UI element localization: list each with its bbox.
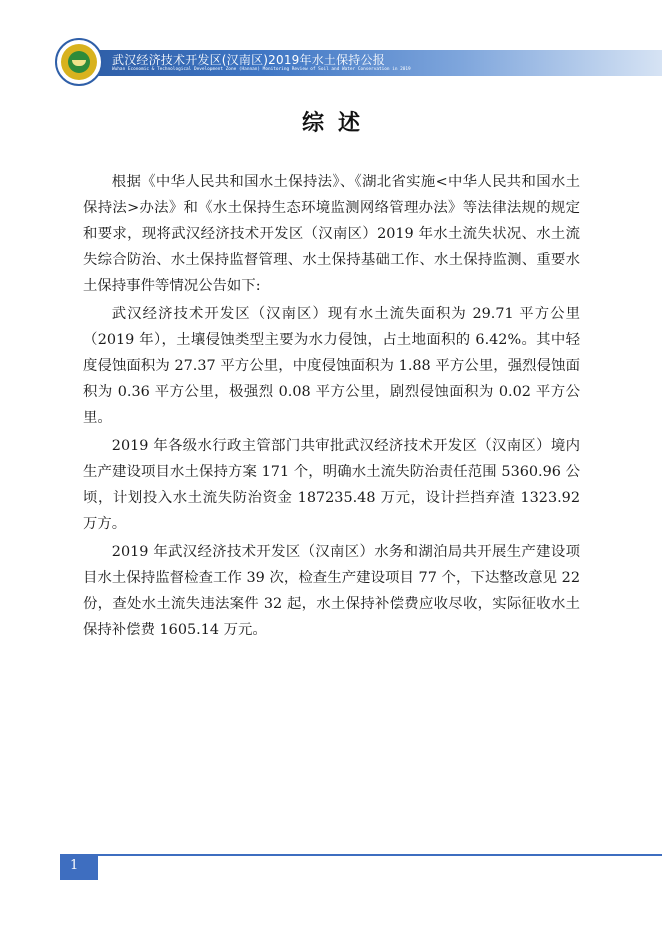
paragraph-project-approval: 2019 年各级水行政主管部门共审批武汉经济技术开发区（汉南区）境内生产建设项目水土保持方案 171 个，明确水土流失防治责任范围 5360.96 公顷，计划投入水土流失防治资金 187235.48 万元，设计拦挡弃渣 1323.92 万方。 [83,438,580,532]
paragraph-supervision: 2019 年武汉经济技术开发区（汉南区）水务和湖泊局共开展生产建设项目水土保持监督检查工作 39 次，检查生产建设项目 77 个，下达整改意见 22 份，查处水土流失违法案件 32 起，水土保持补偿费应收尽收，实际征收水土保持补偿费 1605.14 万元。 [83,544,580,638]
footer-rule [98,854,662,856]
paragraph-intro: 根据《中华人民共和国水土保持法》、《湖北省实施<中华人民共和国水土保持法>办法》和《水土保持生态环境监测网络管理办法》等法律法规的规定和要求，现将武汉经济技术开发区（汉南区）2019 年水土流失状况、水土流失综合防治、水土保持监督管理、水土保持基础工作、水土保持监测、重要水土保持事件等情况公告如下: [83,174,580,294]
header-title: 武汉经济技术开发区(汉南区)2019年水土保持公报 [112,53,385,67]
body-text [83,169,580,643]
header-subtitle: Wuhan Economic & Technological Development Zone (Hannan) Monitoring Review of Soil and Water Conservation in 2019 [112,67,411,72]
page-number: 1 [70,858,79,873]
paragraph-erosion-status: 武汉经济技术开发区（汉南区）现有水土流失面积为 29.71 平方公里（2019 年），土壤侵蚀类型主要为水力侵蚀，占土地面积的 6.42%。其中轻度侵蚀面积为 27.37 平方公里，中度侵蚀面积为 1.88 平方公里，强烈侵蚀面积为 0.36 平方公里，极强烈 0.08 平方公里，剧烈侵蚀面积为 0.02 平方公里。 [83,306,580,426]
soil-water-conservation-emblem-icon [55,38,103,86]
page-number-box [60,854,98,880]
page-title: 综述 [301,111,374,136]
